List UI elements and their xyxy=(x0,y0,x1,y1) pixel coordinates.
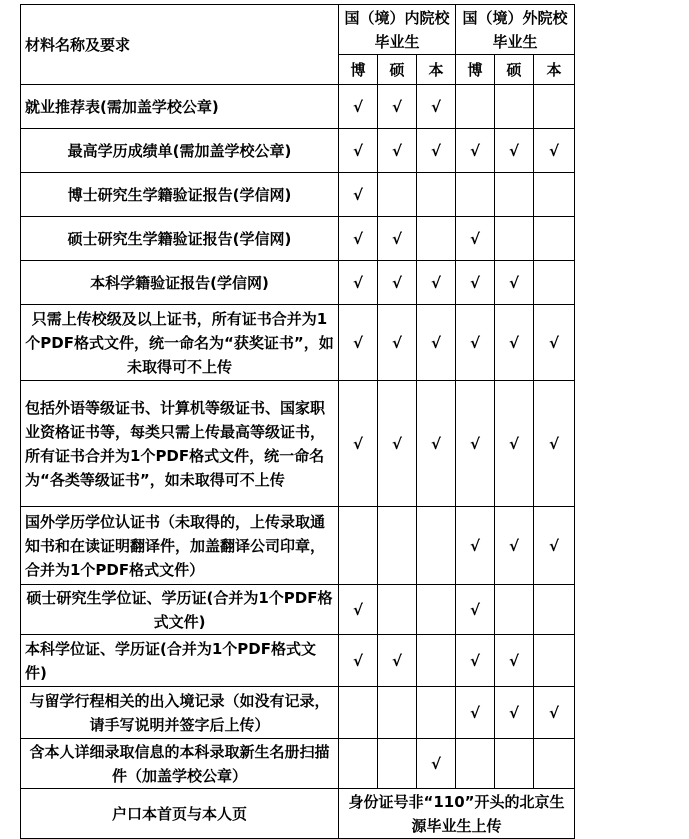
check-mark-cell: √ xyxy=(456,217,495,261)
empty-cell xyxy=(534,85,575,129)
header-inner-bachelor: 本 xyxy=(417,55,456,85)
check-mark-cell: √ xyxy=(378,381,417,507)
empty-cell xyxy=(534,217,575,261)
check-mark-cell: √ xyxy=(339,261,378,305)
check-mark-cell: √ xyxy=(456,687,495,739)
table-row xyxy=(21,635,575,687)
check-mark-cell: √ xyxy=(456,261,495,305)
empty-cell xyxy=(534,739,575,789)
header-inner-master: 硕 xyxy=(378,55,417,85)
empty-cell xyxy=(534,635,575,687)
check-mark-cell: √ xyxy=(456,585,495,635)
check-mark-cell: √ xyxy=(339,585,378,635)
check-mark-cell: √ xyxy=(417,381,456,507)
material-name: 就业推荐表(需加盖学校公章) xyxy=(21,85,339,129)
check-mark-cell: √ xyxy=(456,381,495,507)
check-mark-cell: √ xyxy=(378,635,417,687)
empty-cell xyxy=(495,85,534,129)
table-row xyxy=(21,129,575,173)
check-mark-cell: √ xyxy=(417,739,456,789)
check-mark-cell: √ xyxy=(417,85,456,129)
check-mark-cell: √ xyxy=(378,217,417,261)
material-name: 硕士研究生学籍验证报告(学信网) xyxy=(21,217,339,261)
check-mark-cell: √ xyxy=(495,507,534,585)
check-mark-cell: √ xyxy=(456,129,495,173)
empty-cell xyxy=(378,739,417,789)
check-mark-cell: √ xyxy=(495,305,534,381)
empty-cell xyxy=(456,173,495,217)
empty-cell xyxy=(417,585,456,635)
check-mark-cell: √ xyxy=(339,217,378,261)
empty-cell xyxy=(534,585,575,635)
check-mark-cell: √ xyxy=(339,381,378,507)
household-register-note: 身份证号非“110”开头的北京生源毕业生上传 xyxy=(339,789,575,839)
empty-cell xyxy=(417,507,456,585)
empty-cell xyxy=(495,173,534,217)
header-inner-phd: 博 xyxy=(339,55,378,85)
empty-cell xyxy=(339,507,378,585)
table-row xyxy=(21,85,575,129)
check-mark-cell: √ xyxy=(534,381,575,507)
material-name: 硕士研究生学位证、学历证(合并为1个PDF格式文件) xyxy=(21,585,339,635)
empty-cell xyxy=(495,217,534,261)
header-outer-master: 硕 xyxy=(495,55,534,85)
requirements-body xyxy=(21,85,575,789)
empty-cell xyxy=(378,173,417,217)
empty-cell xyxy=(417,217,456,261)
check-mark-cell: √ xyxy=(417,261,456,305)
table-row xyxy=(21,687,575,739)
check-mark-cell: √ xyxy=(378,261,417,305)
check-mark-cell: √ xyxy=(378,85,417,129)
check-mark-cell: √ xyxy=(378,305,417,381)
check-mark-cell: √ xyxy=(378,129,417,173)
check-mark-cell: √ xyxy=(456,635,495,687)
table-row xyxy=(21,739,575,789)
material-name: 与留学行程相关的出入境记录（如没有记录，请手写说明并签字后上传） xyxy=(21,687,339,739)
empty-cell xyxy=(495,739,534,789)
check-mark-cell: √ xyxy=(495,261,534,305)
material-name: 包括外语等级证书、计算机等级证书、国家职业资格证书等，每类只需上传最高等级证书，所有证书合并为1个PDF格式文件，统一命名为“各类等级证书”，如未取得可不上传 xyxy=(21,381,339,507)
empty-cell xyxy=(417,635,456,687)
material-name: 最高学历成绩单(需加盖学校公章) xyxy=(21,129,339,173)
header-inner-group: 国（境）内院校毕业生 xyxy=(339,5,456,55)
check-mark-cell: √ xyxy=(534,507,575,585)
table-row xyxy=(21,305,575,381)
header-outer-group: 国（境）外院校毕业生 xyxy=(456,5,575,55)
check-mark-cell: √ xyxy=(339,305,378,381)
empty-cell xyxy=(456,739,495,789)
material-name: 博士研究生学籍验证报告(学信网) xyxy=(21,173,339,217)
empty-cell xyxy=(456,85,495,129)
check-mark-cell: √ xyxy=(456,507,495,585)
check-mark-cell: √ xyxy=(339,85,378,129)
empty-cell xyxy=(417,687,456,739)
check-mark-cell: √ xyxy=(456,305,495,381)
material-name: 本科学籍验证报告(学信网) xyxy=(21,261,339,305)
check-mark-cell: √ xyxy=(495,687,534,739)
check-mark-cell: √ xyxy=(495,129,534,173)
material-name: 国外学历学位认证书（未取得的，上传录取通知书和在读证明翻译件，加盖翻译公司印章，合并为1个PDF格式文件） xyxy=(21,507,339,585)
check-mark-cell: √ xyxy=(534,129,575,173)
check-mark-cell: √ xyxy=(339,173,378,217)
table-row xyxy=(21,217,575,261)
check-mark-cell: √ xyxy=(339,129,378,173)
table-row xyxy=(21,381,575,507)
empty-cell xyxy=(378,585,417,635)
requirements-table xyxy=(20,4,575,839)
check-mark-cell: √ xyxy=(534,305,575,381)
material-name: 本科学位证、学历证(合并为1个PDF格式文件) xyxy=(21,635,339,687)
empty-cell xyxy=(495,585,534,635)
material-name: 含本人详细录取信息的本科录取新生名册扫描件（加盖学校公章） xyxy=(21,739,339,789)
empty-cell xyxy=(534,261,575,305)
table-row xyxy=(21,261,575,305)
empty-cell xyxy=(378,507,417,585)
header-outer-phd: 博 xyxy=(456,55,495,85)
table-row xyxy=(21,173,575,217)
check-mark-cell: √ xyxy=(495,635,534,687)
table-row xyxy=(21,585,575,635)
table-row xyxy=(21,507,575,585)
empty-cell xyxy=(534,173,575,217)
material-name: 只需上传校级及以上证书，所有证书合并为1个PDF格式文件，统一命名为“获奖证书”，如未取得可不上传 xyxy=(21,305,339,381)
check-mark-cell: √ xyxy=(417,305,456,381)
empty-cell xyxy=(378,687,417,739)
check-mark-cell: √ xyxy=(534,687,575,739)
header-material-cell: 材料名称及要求 xyxy=(21,5,339,85)
check-mark-cell: √ xyxy=(495,381,534,507)
empty-cell xyxy=(339,739,378,789)
check-mark-cell: √ xyxy=(417,129,456,173)
empty-cell xyxy=(417,173,456,217)
check-mark-cell: √ xyxy=(339,635,378,687)
header-outer-bachelor: 本 xyxy=(534,55,575,85)
household-register-label: 户口本首页与本人页 xyxy=(21,789,339,839)
empty-cell xyxy=(339,687,378,739)
